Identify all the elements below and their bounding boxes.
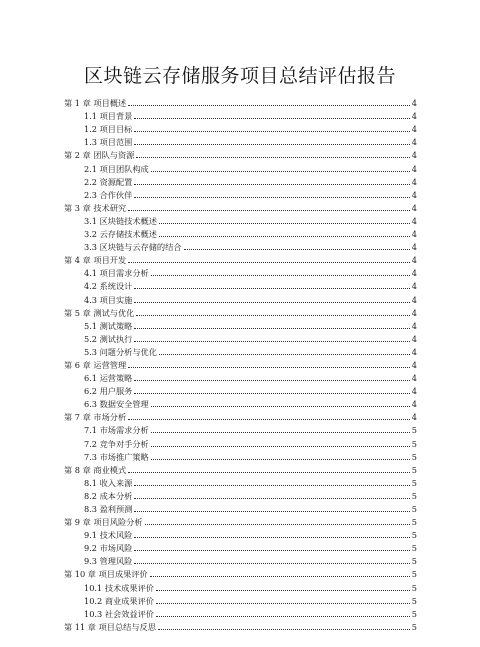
toc-section-entry[interactable] (64, 383, 417, 396)
toc-section-entry[interactable] (64, 291, 417, 304)
toc-dot-leader (156, 590, 410, 591)
toc-dot-leader (128, 367, 410, 368)
toc-page-number: 4 (411, 268, 417, 279)
toc-dot-leader (151, 432, 410, 433)
toc-page-number: 5 (411, 451, 417, 462)
toc-page-number: 4 (411, 189, 417, 200)
toc-chapter-entry[interactable] (64, 619, 417, 632)
toc-page-number: 5 (411, 490, 417, 501)
toc-dot-leader (134, 118, 409, 119)
toc-dot-leader (151, 275, 410, 276)
toc-section-entry[interactable] (64, 278, 417, 291)
toc-page-number: 4 (411, 98, 417, 109)
document-title: 区块链云存储服务项目总结评估报告 (83, 65, 396, 87)
toc-page-number: 4 (411, 346, 417, 357)
toc-dot-leader (136, 157, 409, 158)
toc-dot-leader (128, 210, 410, 211)
toc-dot-leader (134, 288, 409, 289)
toc-dot-leader (134, 498, 409, 499)
toc-section-entry[interactable] (64, 527, 417, 540)
toc-chapter-entry[interactable] (64, 147, 417, 160)
toc-section-entry[interactable] (64, 331, 417, 344)
toc-dot-leader (151, 171, 410, 172)
toc-dot-leader (134, 537, 409, 538)
toc-entry-label: 6.2 用户服务 (84, 386, 133, 397)
toc-section-entry[interactable] (64, 501, 417, 514)
toc-dot-leader (128, 105, 410, 106)
toc-entry-label: 第 11 章 项目总结与反思 (64, 621, 156, 632)
toc-entry-label: 9.1 技术风险 (84, 530, 133, 541)
toc-section-entry[interactable] (64, 174, 417, 187)
toc-chapter-entry[interactable] (64, 305, 417, 318)
toc-dot-leader (134, 131, 409, 132)
toc-entry-label: 第 8 章 商业模式 (64, 464, 127, 475)
toc-section-entry[interactable] (64, 370, 417, 383)
toc-page-number: 4 (411, 215, 417, 226)
toc-dot-leader (151, 459, 410, 460)
toc-dot-leader (134, 485, 409, 486)
toc-entry-label: 8.3 盈利预测 (84, 504, 133, 514)
toc-section-entry[interactable] (64, 265, 417, 278)
toc-section-entry[interactable] (64, 593, 417, 606)
toc-page-number: 4 (411, 229, 417, 240)
toc-page-number: 4 (411, 202, 417, 213)
toc-page-number: 4 (411, 333, 417, 344)
toc-entry-label: 10.3 社会效益评价 (84, 608, 154, 619)
toc-dot-leader (156, 616, 410, 617)
toc-section-entry[interactable] (64, 475, 417, 488)
toc-page-number: 4 (411, 386, 417, 397)
toc-section-entry[interactable] (64, 239, 417, 252)
toc-chapter-entry[interactable] (64, 252, 417, 265)
toc-entry-label: 5.1 测试策略 (84, 320, 133, 331)
toc-entry-label: 第 10 章 项目成果评价 (64, 569, 148, 580)
toc-section-entry[interactable] (64, 488, 417, 501)
toc-section-entry[interactable] (64, 396, 417, 409)
toc-chapter-entry[interactable] (64, 462, 417, 475)
toc-section-entry[interactable] (64, 134, 417, 147)
toc-dot-leader (134, 563, 409, 564)
toc-entry-label: 4.3 项目实施 (84, 294, 133, 305)
toc-entry-label: 5.3 问题分析与优化 (84, 346, 157, 357)
toc-page-number: 5 (411, 464, 417, 475)
table-of-contents (64, 95, 417, 632)
toc-dot-leader (134, 302, 409, 303)
toc-section-entry[interactable] (64, 187, 417, 200)
toc-entry-label: 1.1 项目背景 (84, 111, 133, 122)
toc-dot-leader (156, 603, 410, 604)
toc-entry-label: 9.2 市场风险 (84, 543, 133, 554)
toc-page-number: 5 (411, 425, 417, 436)
toc-section-entry[interactable] (64, 318, 417, 331)
toc-entry-label: 6.3 数据安全管理 (84, 399, 149, 410)
toc-chapter-entry[interactable] (64, 200, 417, 213)
toc-section-entry[interactable] (64, 540, 417, 553)
toc-dot-leader (151, 406, 410, 407)
toc-dot-leader (128, 262, 410, 263)
toc-entry-label: 第 1 章 项目概述 (64, 98, 127, 109)
toc-page-number: 4 (411, 242, 417, 253)
toc-page-number: 4 (411, 307, 417, 318)
toc-section-entry[interactable] (64, 121, 417, 134)
toc-dot-leader (150, 576, 410, 577)
toc-page-number: 5 (411, 569, 417, 580)
toc-page-number: 4 (411, 412, 417, 423)
toc-section-entry[interactable] (64, 449, 417, 462)
toc-entry-label: 7.2 竞争对手分析 (84, 438, 149, 449)
toc-dot-leader (134, 197, 409, 198)
toc-chapter-entry[interactable] (64, 566, 417, 579)
toc-dot-leader (134, 380, 409, 381)
toc-entry-label: 8.2 成本分析 (84, 490, 133, 501)
toc-entry-label: 2.2 资源配置 (84, 176, 133, 187)
toc-dot-leader (151, 446, 410, 447)
toc-entry-label: 7.3 市场推广策略 (84, 451, 149, 462)
toc-entry-label: 9.3 管理风险 (84, 556, 133, 567)
toc-section-entry[interactable] (64, 213, 417, 226)
toc-dot-leader (136, 315, 409, 316)
toc-section-entry[interactable] (64, 606, 417, 619)
toc-page-number: 4 (411, 111, 417, 122)
toc-dot-leader (145, 524, 410, 525)
toc-entry-label: 1.3 项目范围 (84, 137, 133, 148)
toc-page-number: 4 (411, 124, 417, 135)
toc-page-number: 5 (411, 608, 417, 619)
toc-entry-label: 6.1 运营策略 (84, 373, 133, 384)
toc-page-number: 5 (411, 530, 417, 541)
toc-dot-leader (159, 223, 410, 224)
toc-entry-label: 10.2 商业成果评价 (84, 595, 154, 606)
toc-entry-label: 10.1 技术成果评价 (84, 582, 154, 593)
toc-page-number: 4 (411, 320, 417, 331)
toc-entry-label: 第 3 章 技术研究 (64, 202, 127, 213)
toc-section-entry[interactable] (64, 160, 417, 173)
toc-entry-label: 第 7 章 市场分析 (64, 412, 127, 423)
toc-section-entry[interactable] (64, 344, 417, 357)
toc-section-entry[interactable] (64, 435, 417, 448)
toc-entry-label: 4.2 系统设计 (84, 281, 133, 292)
toc-page-number: 4 (411, 294, 417, 305)
toc-page-number: 5 (411, 438, 417, 449)
toc-chapter-entry[interactable] (64, 357, 417, 370)
toc-dot-leader (134, 511, 409, 512)
toc-entry-label: 3.1 区块链技术概述 (84, 215, 157, 226)
toc-section-entry[interactable] (64, 422, 417, 435)
toc-chapter-entry[interactable] (64, 95, 417, 108)
toc-page-number: 4 (411, 150, 417, 161)
toc-page-number: 5 (411, 543, 417, 554)
toc-dot-leader (159, 236, 410, 237)
toc-page-number: 5 (411, 621, 417, 632)
toc-section-entry[interactable] (64, 108, 417, 121)
toc-page-number: 4 (411, 163, 417, 174)
toc-dot-leader (184, 249, 410, 250)
toc-entry-label: 第 6 章 运营管理 (64, 359, 127, 370)
toc-entry-label: 第 4 章 项目开发 (64, 255, 127, 266)
toc-page-number: 4 (411, 373, 417, 384)
toc-section-entry[interactable] (64, 226, 417, 239)
toc-page-number: 4 (411, 281, 417, 292)
toc-dot-leader (134, 144, 409, 145)
toc-entry-label: 3.2 云存储技术概述 (84, 229, 157, 240)
toc-page-number: 4 (411, 137, 417, 148)
toc-entry-label: 2.3 合作伙伴 (84, 189, 133, 200)
toc-section-entry[interactable] (64, 579, 417, 592)
toc-entry-label: 4.1 项目需求分析 (84, 268, 149, 279)
toc-dot-leader (128, 472, 410, 473)
toc-page-number: 4 (411, 176, 417, 187)
toc-dot-leader (158, 629, 410, 630)
toc-page-number: 5 (411, 556, 417, 567)
toc-dot-leader (134, 328, 409, 329)
toc-page-number: 4 (411, 359, 417, 370)
toc-entry-label: 第 9 章 项目风险分析 (64, 517, 143, 528)
toc-dot-leader (134, 550, 409, 551)
toc-page-number: 5 (411, 582, 417, 593)
toc-entry-label: 第 5 章 测试与优化 (64, 307, 135, 318)
toc-dot-leader (134, 184, 409, 185)
toc-page-number: 5 (411, 504, 417, 514)
toc-dot-leader (128, 419, 410, 420)
toc-section-entry[interactable] (64, 553, 417, 566)
toc-entry-label: 3.3 区块链与云存储的结合 (84, 242, 182, 253)
toc-page-number: 5 (411, 595, 417, 606)
toc-chapter-entry[interactable] (64, 514, 417, 527)
toc-entry-label: 8.1 收入来源 (84, 477, 133, 488)
toc-page-number: 5 (411, 477, 417, 488)
toc-page-number: 4 (411, 399, 417, 410)
toc-entry-label: 1.2 项目目标 (84, 124, 133, 135)
toc-dot-leader (134, 341, 409, 342)
toc-entry-label: 2.1 项目团队构成 (84, 163, 149, 174)
toc-page-number: 4 (411, 255, 417, 266)
toc-dot-leader (159, 354, 410, 355)
toc-chapter-entry[interactable] (64, 409, 417, 422)
toc-entry-label: 5.2 测试执行 (84, 333, 133, 344)
toc-dot-leader (134, 393, 409, 394)
toc-entry-label: 7.1 市场需求分析 (84, 425, 149, 436)
toc-entry-label: 第 2 章 团队与资源 (64, 150, 135, 161)
toc-page-number: 5 (411, 517, 417, 528)
